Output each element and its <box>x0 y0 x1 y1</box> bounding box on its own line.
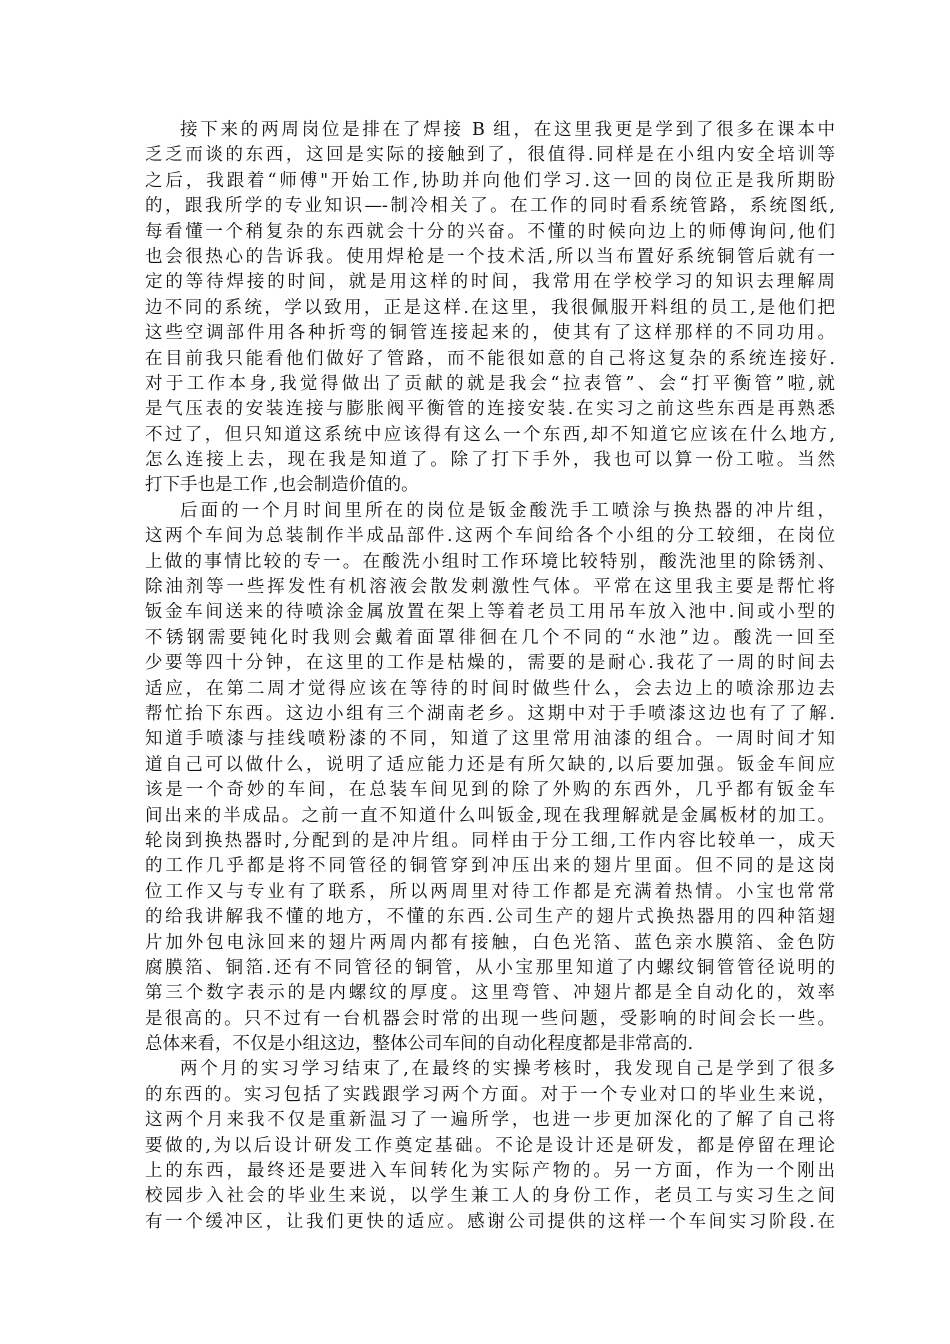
text-line: 在目前我只能看他们做好了管路，而不能很如意的自己将这复杂的系统连接好. <box>145 348 835 369</box>
text-line: 的东西的。实习包括了实践跟学习两个方面。对于一个专业对口的毕业生来说， <box>145 1084 835 1105</box>
text-line: 不锈钢需要钝化时我则会戴着面罩徘徊在几个不同的“水池”边。酸洗一回至 <box>145 627 835 648</box>
text-line: 间出来的半成品。之前一直不知道什么叫钣金,现在我理解就是金属板材的加工。 <box>145 805 835 826</box>
text-line: 上的东西，最终还是要进入车间转化为实际产物的。另一方面，作为一个刚出 <box>145 1161 835 1182</box>
text-line: 总体来看，不仅是小组这边，整体公司车间的自动化程度都是非常高的. <box>145 1034 694 1055</box>
document-body <box>145 118 835 1235</box>
text-line: 要做的,为以后设计研发工作奠定基础。不论是设计还是研发，都是停留在理论 <box>145 1135 835 1156</box>
text-line: 的，跟我所学的专业知识—-制冷相关了。在工作的同时看系统管路，系统图纸, <box>145 196 835 217</box>
text-line: 是气压表的安装连接与膨胀阀平衡管的连接安装.在实习之前这些东西是再熟悉 <box>145 399 835 420</box>
text-line: 第三个数字表示的是内螺纹的厚度。这里弯管、冲翅片都是全自动化的，效率 <box>145 983 835 1004</box>
text-line: 腐膜箔、铜箔.还有不同管径的铜管，从小宝那里知道了内螺纹铜管管径说明的 <box>145 957 835 978</box>
paragraph-1 <box>145 118 835 499</box>
text-line: 的给我讲解我不懂的地方，不懂的东西.公司生产的翅片式换热器用的四种箔翅 <box>145 907 835 928</box>
text-line: 适应，在第二周才觉得应该在等待的时间时做些什么，会去边上的喷涂那边去 <box>145 678 835 699</box>
text-line: 上做的事情比较的专一。在酸洗小组时工作环境比较特别，酸洗池里的除锈剂、 <box>145 551 835 572</box>
text-line: 也会很热心的告诉我。使用焊枪是一个技术活,所以当布置好系统铜管后就有一 <box>145 246 835 267</box>
text-line: 是很高的。只不过有一台机器会时常的出现一些问题，受影响的时间会长一些。 <box>145 1008 835 1029</box>
text-line: 钣金车间送来的待喷涂金属放置在架上等着老员工用吊车放入池中.间或小型的 <box>145 602 835 623</box>
text-line: 乏乏而谈的东西，这回是实际的接触到了，很值得.同样是在小组内安全培训等 <box>145 145 835 166</box>
text-line: 对于工作本身,我觉得做出了贡献的就是我会“拉表管”、会“打平衡管”啦,就 <box>145 373 835 394</box>
text-line: 帮忙抬下东西。这边小组有三个湖南老乡。这期中对于手喷漆这边也有了了解. <box>145 703 835 724</box>
text-line: 后面的一个月时间里所在的岗位是钣金酸洗手工喷涂与换热器的冲片组， <box>180 500 835 521</box>
text-line: 之后，我跟着“师傅"开始工作,协助并向他们学习.这一回的岗位正是我所期盼 <box>145 170 835 191</box>
text-line: 位工作又与专业有了联系，所以两周里对待工作都是充满着热情。小宝也常常 <box>145 881 835 902</box>
paragraph-2 <box>145 499 835 1058</box>
text-line: 有一个缓冲区，让我们更快的适应。感谢公司提供的这样一个车间实习阶段.在 <box>145 1211 835 1232</box>
text-line: 怎么连接上去，现在我是知道了。除了打下手外，我也可以算一份工啦。当然 <box>145 450 835 471</box>
text-line: 轮岗到换热器时,分配到的是冲片组。同样由于分工细,工作内容比较单一，成天 <box>145 830 835 851</box>
text-line: 这些空调部件用各种折弯的铜管连接起来的，使其有了这样那样的不同功用。 <box>145 323 835 344</box>
text-line: 这两个车间为总装制作半成品部件.这两个车间给各个小组的分工较细，在岗位 <box>145 526 835 547</box>
text-line: 知道手喷漆与挂线喷粉漆的不同，知道了这里常用油漆的组合。一周时间才知 <box>145 729 835 750</box>
text-line: 定的等待焊接的时间，就是用这样的时间，我常用在学校学习的知识去理解周 <box>145 272 835 293</box>
text-line: 不过了，但只知道这系统中应该得有这么一个东西,却不知道它应该在什么地方, <box>145 424 835 445</box>
text-line: 边不同的系统，学以致用，正是这样.在这里，我很佩服开料组的员工,是他们把 <box>145 297 835 318</box>
text-line: 校园步入社会的毕业生来说，以学生兼工人的身份工作，老员工与实习生之间 <box>145 1186 835 1207</box>
text-line: 这两个月来我不仅是重新温习了一遍所学，也进一步更加深化的了解了自己将 <box>145 1110 835 1131</box>
text-line: 的工作几乎都是将不同管径的铜管穿到冲压出来的翅片里面。但不同的是这岗 <box>145 856 835 877</box>
text-line: 除油剂等一些挥发性有机溶液会散发刺激性气体。平常在这里我主要是帮忙将 <box>145 577 835 598</box>
text-line: 接下来的两周岗位是排在了焊接 B 组，在这里我更是学到了很多在课本中 <box>180 120 835 140</box>
paragraph-3 <box>145 1057 835 1235</box>
text-line: 打下手也是工作 ,也会制造价值的。 <box>145 475 419 496</box>
text-line: 两个月的实习学习结束了,在最终的实操考核时，我发现自己是学到了很多 <box>180 1059 835 1080</box>
text-line: 每看懂一个稍复杂的东西就会十分的兴奋。不懂的时候向边上的师傅询问,他们 <box>145 221 835 242</box>
text-line: 少要等四十分钟，在这里的工作是枯燥的，需要的是耐心.我花了一周的时间去 <box>145 653 835 674</box>
text-line: 该是一个奇妙的车间，在总装车间见到的除了外购的东西外，几乎都有钣金车 <box>145 780 835 801</box>
text-line: 道自己可以做什么，说明了适应能力还是有所欠缺的,以后要加强。钣金车间应 <box>145 754 835 775</box>
text-line: 片加外包电泳回来的翅片两周内都有接触，白色光箔、蓝色亲水膜箔、金色防 <box>145 932 835 953</box>
